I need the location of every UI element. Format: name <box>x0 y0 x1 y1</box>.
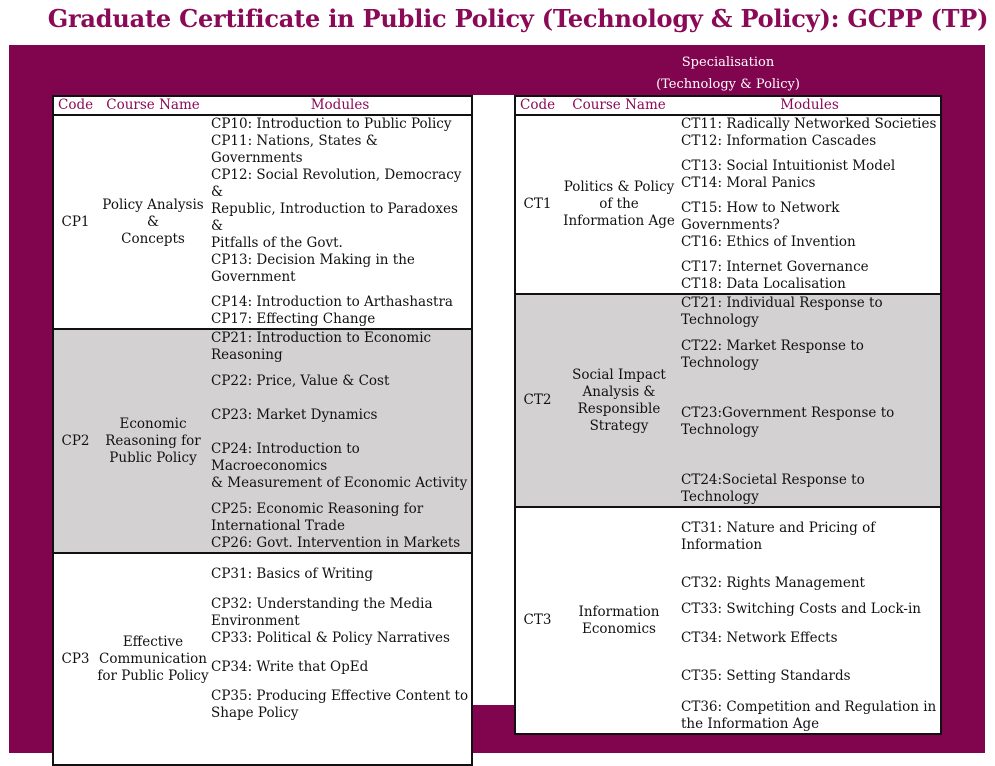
col-header-modules: Modules <box>209 96 472 115</box>
module-item: CP10: Introduction to Public Policy <box>211 116 452 132</box>
module-item: CT14: Moral Panics <box>681 175 816 191</box>
core-header-row <box>53 96 472 115</box>
module-item: CT24:Societal Response to Technology <box>681 472 865 505</box>
course-name: Effective Communication for Public Policy <box>97 553 209 765</box>
module-item: CT36: Competition and Regulation in the Information Age <box>681 699 937 732</box>
module-item: CT17: Internet Governance <box>681 259 869 275</box>
col-header-modules: Modules <box>679 96 941 115</box>
module-list <box>209 329 472 553</box>
module-item: CT22: Market Response to Technology <box>681 338 864 371</box>
module-list <box>679 294 941 507</box>
col-header-course-name: Course Name <box>559 96 679 115</box>
module-item: CP13: Decision Making in the Government <box>211 252 415 285</box>
course-name: Politics & Policy of the Information Age <box>563 179 675 229</box>
module-item: CP25: Economic Reasoning for International Trade <box>211 501 424 534</box>
module-list <box>209 115 472 329</box>
course-name: Information Economics <box>559 507 679 734</box>
module-item: CT23:Government Response to Technology <box>681 405 895 438</box>
specialisation-courses-table <box>514 95 942 735</box>
specialisation-line2: (Technology & Policy) <box>656 77 800 92</box>
module-item: CT33: Switching Costs and Lock-in <box>681 601 921 617</box>
col-header-course-name: Course Name <box>97 96 209 115</box>
module-item: CT15: How to Network Governments? <box>681 200 840 233</box>
module-item: CP14: Introduction to Arthashastra <box>211 294 453 310</box>
module-item: CP31: Basics of Writing <box>211 566 373 582</box>
page-title: Graduate Certificate in Public Policy (Technology & Policy): GCPP (TP) <box>47 4 989 33</box>
table-row <box>53 329 472 553</box>
module-item: CP17: Effecting Change <box>211 311 376 327</box>
module-item: CT21: Individual Response to Technology <box>681 295 883 328</box>
table-row <box>53 553 472 765</box>
module-item: CP35: Producing Effective Content to Shape Policy <box>211 688 469 721</box>
module-item: CP24: Introduction to Macroeconomics & Measurement of Economic Activity <box>211 441 468 491</box>
col-header-code: Code <box>53 96 97 115</box>
module-item: CP11: Nations, States & Governments <box>211 133 378 166</box>
table-row <box>515 507 941 734</box>
specialisation-label <box>640 52 816 96</box>
col-header-code: Code <box>515 96 559 115</box>
spec-header-row <box>515 96 941 115</box>
module-item: CP23: Market Dynamics <box>211 407 378 423</box>
course-code: CP2 <box>53 329 97 553</box>
module-item: CT11: Radically Networked Societies <box>681 116 937 132</box>
module-item: CP21: Introduction to Economic Reasoning <box>211 330 432 363</box>
module-item: CT18: Data Localisation <box>681 276 846 292</box>
module-item: CP34: Write that OpEd <box>211 659 369 675</box>
module-list <box>679 115 941 294</box>
module-item: CT16: Ethics of Invention <box>681 234 856 250</box>
course-name: Economic Reasoning for Public Policy <box>97 329 209 553</box>
course-name: Social Impact Analysis & Responsible Strategy <box>559 294 679 507</box>
specialisation-line1: Specialisation <box>681 55 775 70</box>
course-code: CT3 <box>515 507 559 734</box>
module-item: CT34: Network Effects <box>681 630 838 646</box>
module-item: CP33: Political & Policy Narratives <box>211 630 450 646</box>
module-item: CP12: Social Revolution, Democracy & Republic, Introduction to Paradoxes & Pitfalls of the Govt. <box>211 167 462 251</box>
module-item: CP22: Price, Value & Cost <box>211 373 390 389</box>
module-item: CT12: Information Cascades <box>681 133 877 149</box>
module-item: CT31: Nature and Pricing of Information <box>681 520 876 553</box>
table-row <box>53 115 472 329</box>
course-code: CP3 <box>53 553 97 765</box>
module-item: CP32: Understanding the Media Environment <box>211 596 433 629</box>
module-list <box>679 507 941 734</box>
module-item: CT35: Setting Standards <box>681 668 851 684</box>
course-code: CT2 <box>515 294 559 507</box>
core-courses-table <box>52 95 473 766</box>
course-name: Policy Analysis & Concepts <box>102 196 204 247</box>
table-row <box>515 115 941 294</box>
module-item: CP26: Govt. Intervention in Markets <box>211 535 461 551</box>
column-gap <box>471 95 514 705</box>
course-code: CT1 <box>523 196 552 212</box>
course-code: CP1 <box>61 213 90 230</box>
module-item: CT32: Rights Management <box>681 575 865 591</box>
module-list <box>209 553 472 765</box>
table-row <box>515 294 941 507</box>
module-item: CT13: Social Intuitionist Model <box>681 158 896 174</box>
